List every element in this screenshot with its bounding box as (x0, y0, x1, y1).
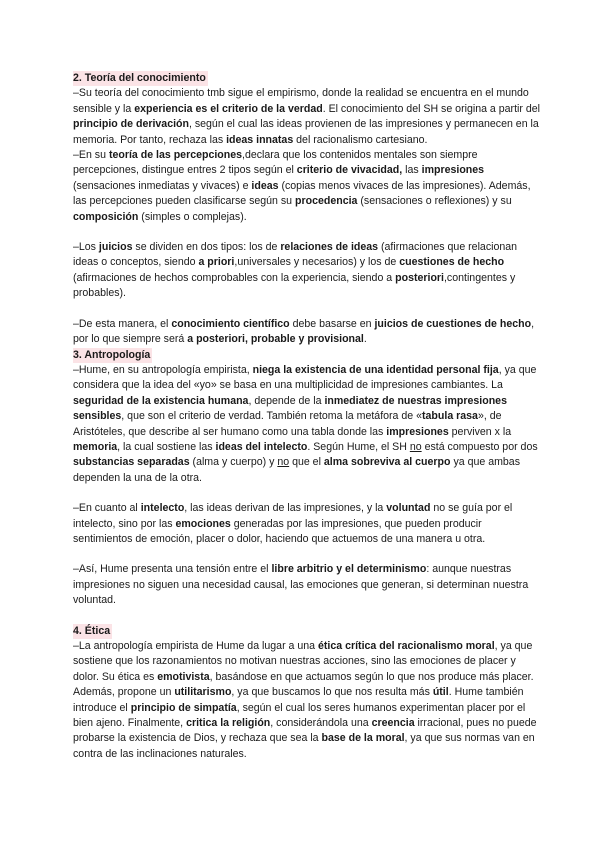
section-heading: 3. Antropología (73, 348, 152, 363)
paragraph (73, 639, 540, 762)
paragraph-spacer (73, 609, 540, 624)
bold-term: ideas innatas (226, 133, 294, 146)
text-run: ya que ambas dependen la una de la otra. (73, 456, 520, 484)
text-run: , según el cual las ideas provienen de las impresiones y permanecen en la memoria. Por tanto, rechaza las (73, 118, 539, 146)
text-run: (copias menos vivaces de las impresiones). Además, las percepciones pueden clasificarse según su (73, 179, 531, 208)
text-run: , la cual sostiene las (117, 440, 216, 453)
paragraph (73, 363, 540, 486)
text-run: , las ideas derivan de las impresiones, y la (184, 502, 387, 515)
bold-term: base de la moral (321, 732, 405, 745)
section-heading: 2. Teoría del conocimiento (73, 71, 208, 86)
text-run: –De esta manera, el (73, 317, 172, 330)
section-1 (73, 71, 540, 348)
bold-term: alma sobreviva al cuerpo (323, 456, 451, 469)
bold-term: tabula rasa (422, 410, 478, 423)
paragraph (73, 317, 540, 348)
text-run: (sensaciones o reflexiones) y su (357, 195, 512, 208)
bold-term: voluntad (386, 502, 431, 515)
text-run: , considerándola una (270, 717, 372, 730)
bold-term: teoría de las percepciones (108, 149, 243, 162)
text-run: , por lo que siempre será (73, 317, 535, 346)
text-run: del racionalismo cartesiano. (293, 133, 428, 146)
text-run: (afirmaciones de hechos comprobables con la experiencia, siendo a (73, 271, 396, 284)
paragraph (73, 501, 540, 547)
underlined-text: no (409, 440, 422, 453)
text-run: , ya que considera que la idea del «yo» se basa en una multiplicidad de impresiones cambiantes. La (73, 363, 537, 392)
text-run: , depende de la (248, 394, 325, 407)
bold-term: principio de derivación (73, 118, 189, 131)
text-run: ,declara que los contenidos mentales son siempre percepciones, distingue entres 2 tipos según el (73, 149, 478, 177)
paragraph-spacer (73, 302, 540, 317)
bold-term: composición (73, 210, 139, 223)
bold-term: seguridad de la existencia humana (73, 394, 249, 407)
text-run: –La antropología empirista de Hume da lugar a una (73, 640, 318, 652)
bold-term: emotivista (157, 670, 210, 683)
paragraph (73, 86, 540, 148)
paragraph-spacer (73, 547, 540, 562)
text-run: perviven x la (448, 425, 512, 438)
text-run: –Los (73, 241, 99, 254)
text-run: (simples o complejas). (138, 210, 247, 223)
section-2 (73, 348, 540, 624)
bold-term: juicios (98, 241, 133, 254)
text-run: (afirmaciones que relacionan ideas o conceptos, siendo (73, 241, 518, 269)
bold-term: a posteriori, probable y provisional (187, 333, 364, 346)
bold-term: principio de simpatía (130, 701, 237, 714)
bold-term: creencia (371, 717, 415, 730)
text-run: : aunque nuestras impresiones no siguen una necesidad causal, las emociones que generan, si determinan nuestra voluntad. (73, 563, 529, 607)
bold-term: ideas del intelecto (215, 440, 308, 453)
text-run: irracional, pues no puede probarse la existencia de Dios, y rechaza que sea la (73, 717, 537, 745)
text-run: . (363, 333, 367, 346)
bold-term: libre arbitrio y el determinismo (271, 563, 427, 576)
text-run: –En cuanto al (73, 502, 141, 515)
text-run: –Hume, en su antropología empirista, (73, 363, 253, 376)
text-run: , ya que buscamos lo que nos resulta más (231, 686, 433, 699)
bold-term: criterio de vivacidad, (296, 164, 403, 177)
bold-term: a priori (198, 256, 235, 269)
underlined-text: no (277, 456, 290, 469)
text-run: . Hume también introduce el (73, 686, 524, 714)
text-run: (sensaciones inmediatas y vivaces) e (73, 179, 252, 192)
text-run: –Así, Hume presenta una tensión entre el (73, 563, 272, 576)
section-3 (73, 624, 540, 763)
text-run: debe basarse en (289, 317, 375, 330)
text-run: , ya que sus normas van en contra de las inclinaciones naturales. (73, 732, 535, 760)
bold-term: impresiones (386, 425, 449, 438)
text-run: que el (289, 456, 324, 469)
text-run: . Según Hume, el SH (307, 440, 410, 453)
bold-term: experiencia es el criterio de la verdad (134, 102, 323, 115)
text-run: », de Aristóteles, que describe al ser humano como una tabla donde las (73, 410, 502, 438)
text-run: (alma y cuerpo) y (189, 456, 278, 469)
text-run: está compuesto por dos (421, 440, 538, 453)
bold-term: inmediatez de nuestras impresiones sensibles (73, 394, 507, 423)
text-run: generadas por las impresiones, que pueden producir sentimientos de emoción, placer o dolor, haciendo que actuemos de una manera u otra. (73, 517, 486, 545)
bold-term: posteriori (395, 271, 444, 284)
text-run: , ya que sostiene que los razonamientos no motivan nuestras acciones, sino las emociones de placer y dolor. Su ética es (73, 640, 533, 683)
text-run: , basándose en que actuamos según lo que nos produce más placer. Además, propone un (73, 670, 534, 699)
text-run: ,contingentes y probables). (73, 271, 516, 300)
paragraph (73, 562, 540, 608)
bold-term: procedencia (295, 195, 358, 208)
bold-term: ética crítica del racionalismo moral (318, 640, 495, 652)
bold-term: critica la religión (186, 717, 271, 730)
text-run: ,universales y necesarios) y los de (234, 256, 400, 269)
bold-term: útil (432, 686, 449, 699)
bold-term: conocimiento científico (171, 317, 290, 330)
section-heading: 4. Ética (73, 624, 112, 639)
bold-term: emociones (175, 517, 231, 530)
paragraph (73, 240, 540, 302)
text-run: se dividen en dos tipos: los de (132, 241, 281, 254)
bold-term: niega la existencia de una identidad personal fija (252, 363, 499, 376)
bold-term: memoria (73, 440, 118, 453)
bold-term: impresiones (421, 164, 485, 177)
text-run: , que son el criterio de verdad. También retoma la metáfora de « (121, 410, 423, 423)
paragraph (73, 148, 540, 225)
bold-term: utilitarismo (174, 686, 232, 699)
text-run: . El conocimiento del SH se origina a partir del (322, 102, 540, 115)
bold-term: cuestiones de hecho (399, 256, 505, 269)
bold-term: relaciones de ideas (280, 241, 379, 254)
text-run: , según el cual los seres humanos experimentan placer por el bien ajeno. Finalmente, (73, 701, 526, 730)
bold-term: substancias separadas (73, 456, 190, 469)
bold-term: juicios de cuestiones de hecho (374, 317, 532, 330)
bold-term: intelecto (140, 502, 185, 515)
bold-term: ideas (251, 179, 279, 192)
paragraph-spacer (73, 486, 540, 501)
text-run: –Su teoría del conocimiento tmb sigue el empirismo, donde la realidad se encuentra en el mundo sensible y la (73, 87, 529, 115)
paragraph-spacer (73, 225, 540, 240)
text-run: las (402, 164, 422, 177)
text-run: –En su (73, 149, 109, 162)
text-run: no se guía por el intelecto, sino por las (73, 502, 513, 530)
